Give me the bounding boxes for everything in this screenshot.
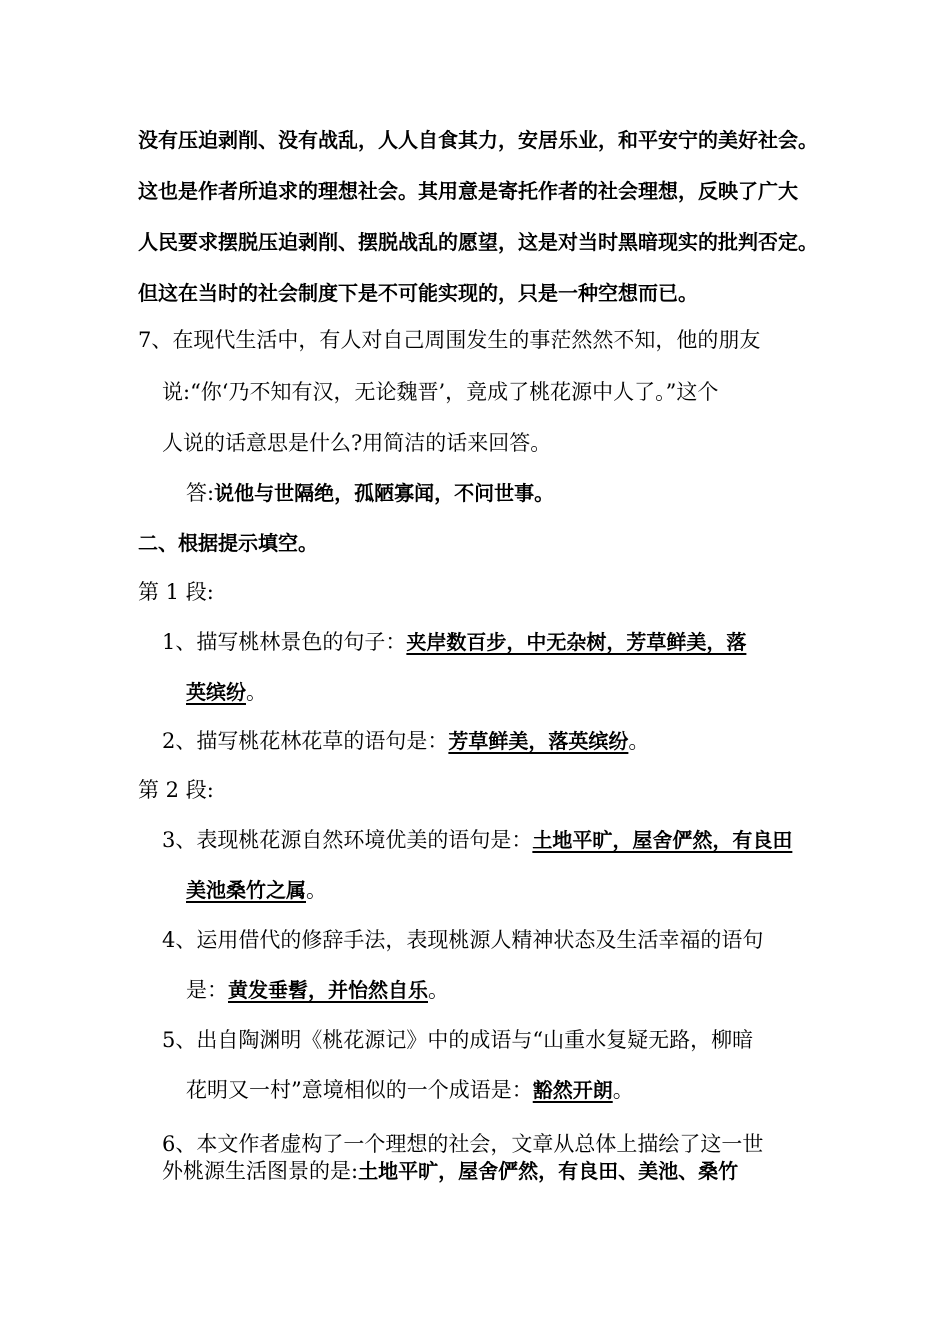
fill-answer-5: 花明又一村”意境相似的一个成语是：豁然开朗。: [186, 1078, 634, 1102]
paragraph-label: 第 2 段:: [138, 778, 214, 802]
question-7-cont: 人说的话意思是什么?用简洁的话来回答。: [162, 431, 552, 455]
question-7: 7、在现代生活中，有人对自己周围发生的事茫然然不知，他的朋友: [138, 328, 761, 352]
fill-question-3: 3、表现桃花源自然环境优美的语句是：土地平旷，屋舍俨然，有良田: [162, 828, 793, 852]
fill-question-4: 4、运用借代的修辞手法，表现桃源人精神状态及生活幸福的语句: [162, 928, 764, 952]
text-line: 但这在当时的社会制度下是不可能实现的，只是一种空想而已。: [138, 281, 698, 305]
question-7-cont: 说:“你‘乃不知有汉，无论魏晋’，竟成了桃花源中人了。”这个: [162, 380, 719, 404]
text-line: 人民要求摆脱压迫剥削、摆脱战乱的愿望，这是对当时黑暗现实的批判否定。: [138, 230, 818, 254]
fill-answer-3-cont: 美池桑竹之属。: [186, 878, 327, 902]
text-line: 没有压迫剥削、没有战乱，人人自食其力，安居乐业，和平安宁的美好社会。: [138, 128, 818, 152]
fill-question-6: 6、本文作者虚构了一个理想的社会，文章从总体上描绘了这一世: [162, 1132, 764, 1156]
fill-answer-1-cont: 英缤纷。: [186, 680, 267, 704]
fill-answer-6: 外桃源生活图景的是:土地平旷，屋舍俨然，有良田、美池、桑竹: [162, 1159, 739, 1183]
section-heading: 二、根据提示填空。: [138, 531, 318, 555]
fill-question-2: 2、描写桃花林花草的语句是：芳草鲜美，落英缤纷。: [162, 729, 650, 753]
paragraph-label: 第 1 段:: [138, 580, 214, 604]
fill-question-1: 1、描写桃林景色的句子：夹岸数百步，中无杂树，芳草鲜美，落: [162, 630, 747, 654]
fill-question-5: 5、出自陶渊明《桃花源记》中的成语与“山重水复疑无路，柳暗: [162, 1028, 754, 1052]
text-line: 这也是作者所追求的理想社会。其用意是寄托作者的社会理想，反映了广大: [138, 179, 798, 203]
fill-answer-4: 是：黄发垂髫，并怡然自乐。: [186, 978, 449, 1002]
answer-7: 答:说他与世隔绝，孤陋寡闻，不问世事。: [186, 481, 555, 505]
